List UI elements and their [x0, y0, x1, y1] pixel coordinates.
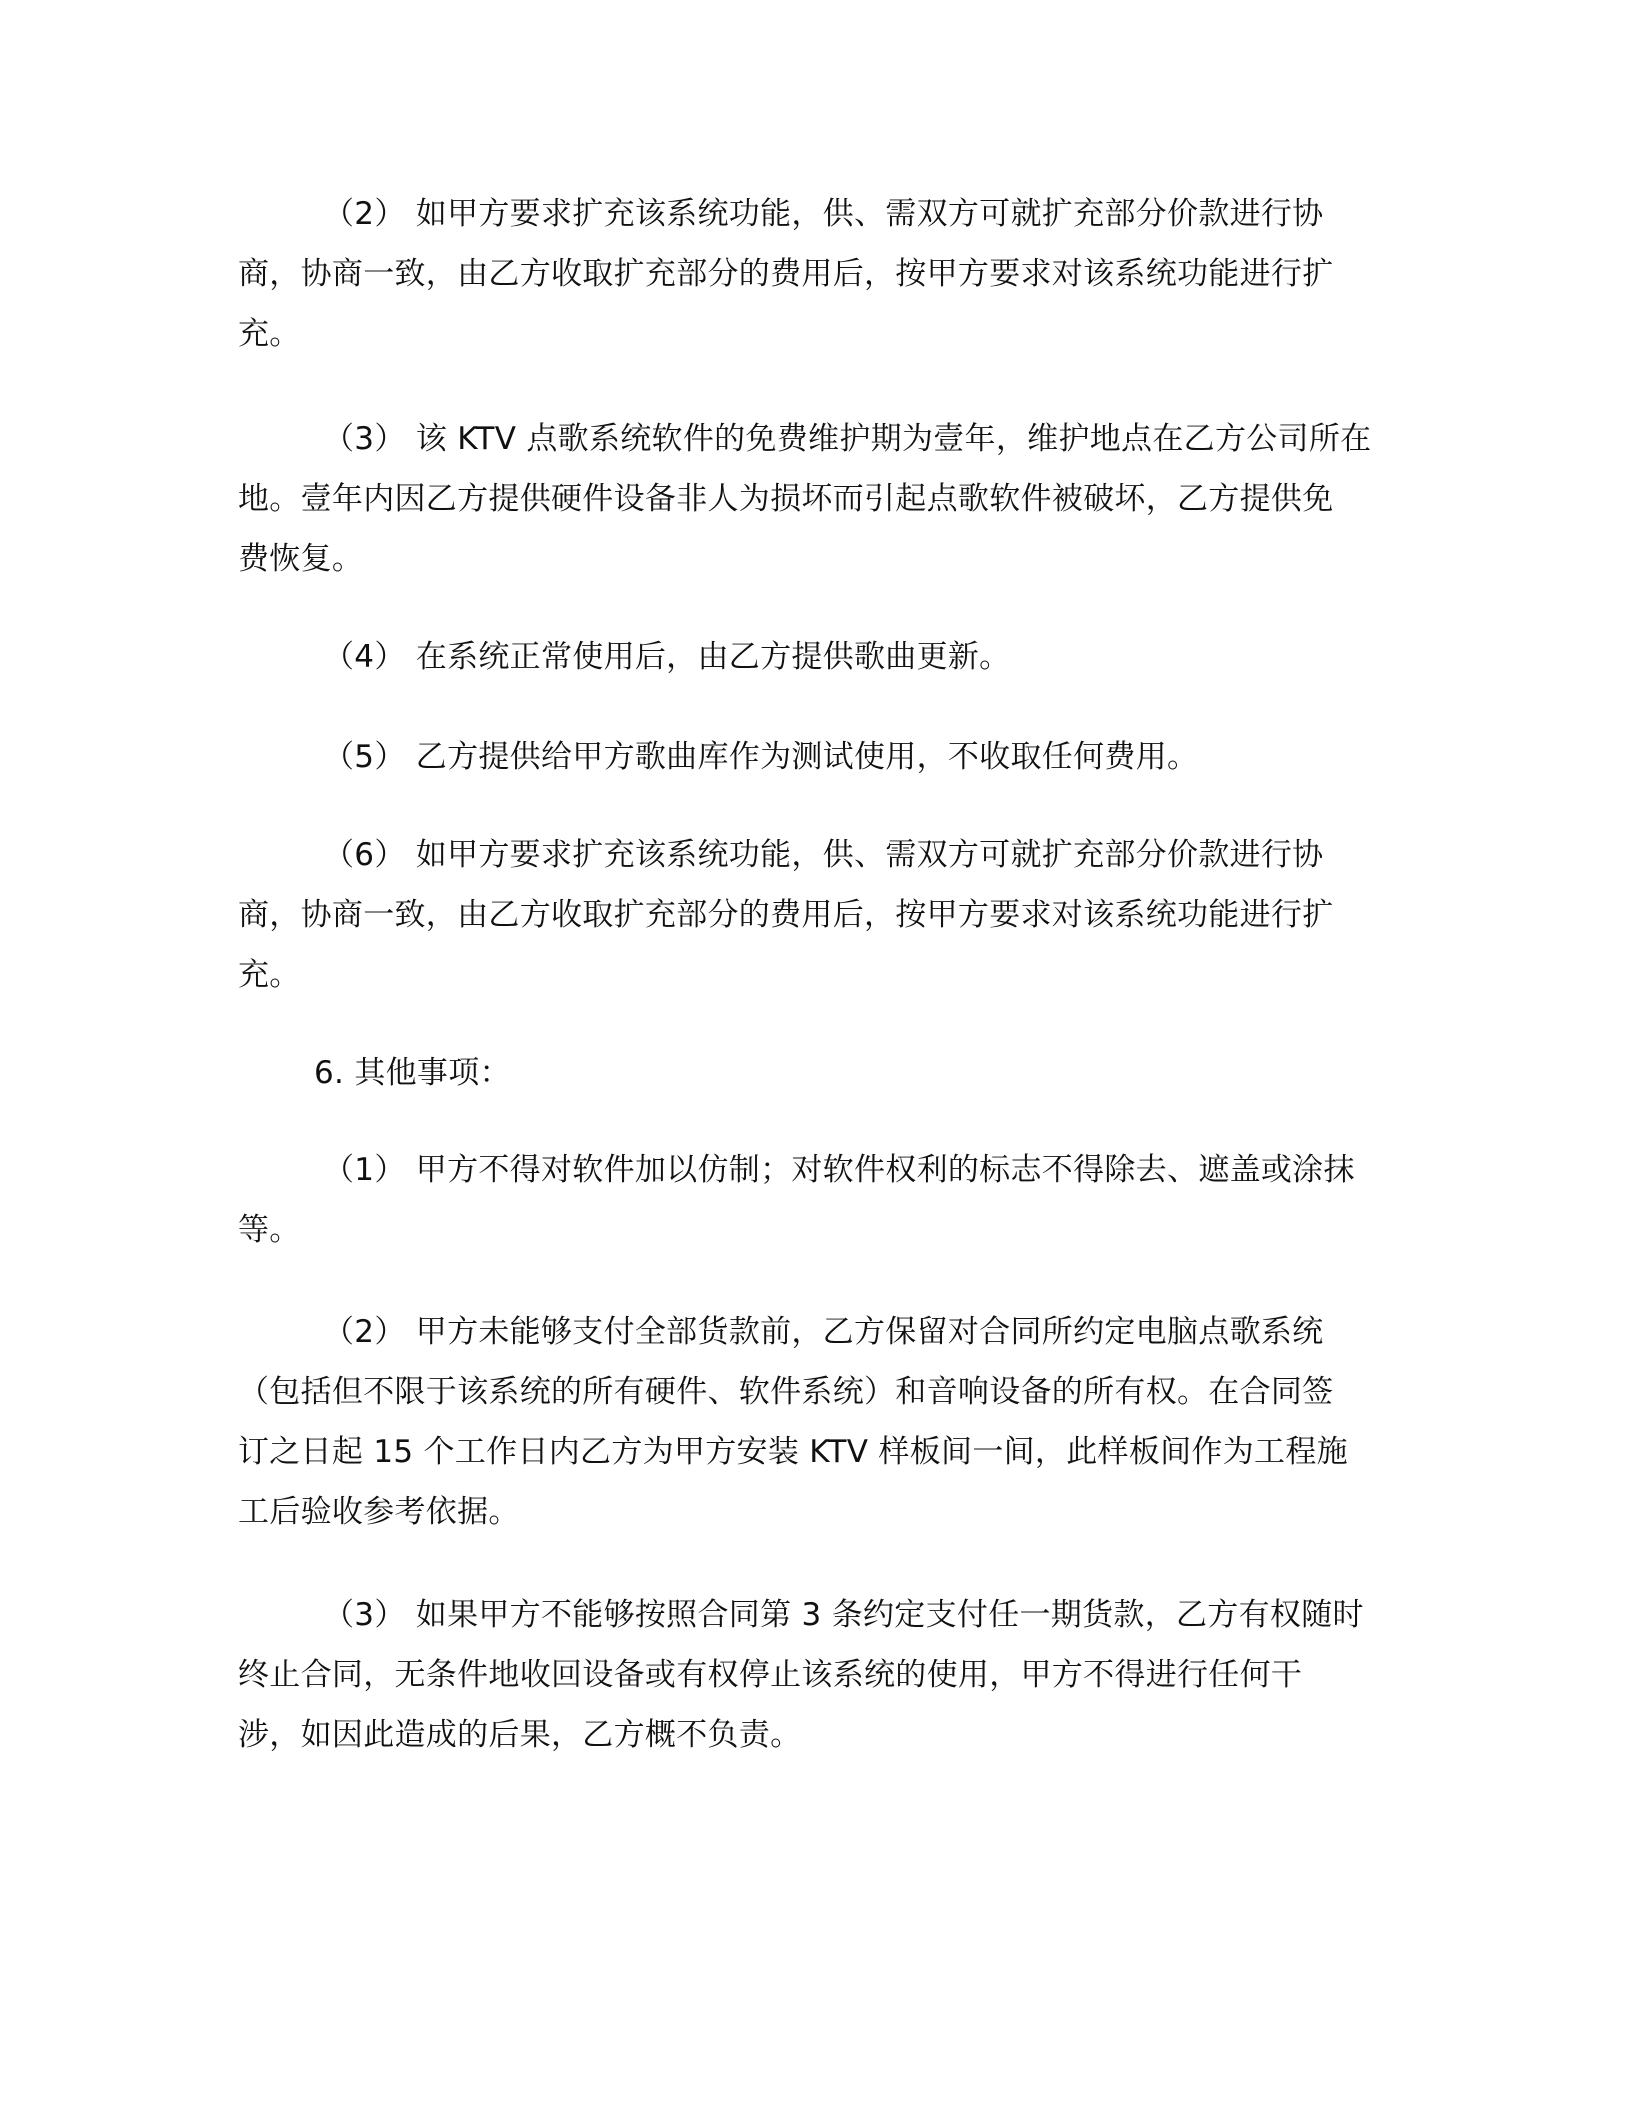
- text-line: 等。: [238, 1212, 301, 1248]
- paragraph-other-2: [238, 1302, 1368, 1542]
- text-line: （2） 甲方未能够支付全部货款前，乙方保留对合同所约定电脑点歌系统: [323, 1314, 1324, 1350]
- text-line: 费恢复。: [238, 541, 364, 577]
- text-line: （4） 在系统正常使用后，由乙方提供歌曲更新。: [323, 639, 1011, 675]
- text-line: （1） 甲方不得对软件加以仿制；对软件权利的标志不得除去、遮盖或涂抹: [323, 1152, 1355, 1188]
- text-line: 涉，如因此造成的后果，乙方概不负责。: [238, 1717, 802, 1753]
- text-line: 充。: [238, 316, 301, 352]
- text-line: 商，协商一致，由乙方收取扩充部分的费用后，按甲方要求对该系统功能进行扩: [238, 256, 1334, 292]
- text-line: （3） 该 KTV 点歌系统软件的免费维护期为壹年，维护地点在乙方公司所在: [323, 421, 1372, 457]
- text-line: （包括但不限于该系统的所有硬件、软件系统）和音响设备的所有权。在合同签: [238, 1374, 1334, 1410]
- text-line: （3） 如果甲方不能够按照合同第 3 条约定支付任一期货款，乙方有权随时: [323, 1597, 1364, 1633]
- text-line: （6） 如甲方要求扩充该系统功能，供、需双方可就扩充部分价款进行协: [323, 837, 1324, 873]
- text-line: （2） 如甲方要求扩充该系统功能，供、需双方可就扩充部分价款进行协: [323, 196, 1324, 232]
- text-line: 工后验收参考依据。: [238, 1494, 520, 1530]
- text-line: 地。壹年内因乙方提供硬件设备非人为损坏而引起点歌软件被破坏，乙方提供免: [238, 481, 1334, 517]
- paragraph-other-1: [238, 1140, 1368, 1260]
- paragraph-expansion-6: [238, 825, 1368, 1005]
- text-line: （5） 乙方提供给甲方歌曲库作为测试使用，不收取任何费用。: [323, 739, 1199, 775]
- section-heading-other-matters: [238, 1043, 1368, 1103]
- section-title: 6. 其他事项：: [314, 1055, 511, 1091]
- paragraph-other-3: [238, 1585, 1368, 1765]
- text-line: 商，协商一致，由乙方收取扩充部分的费用后，按甲方要求对该系统功能进行扩: [238, 897, 1334, 933]
- text-line: 充。: [238, 957, 301, 993]
- text-line: 订之日起 15 个工作日内乙方为甲方安装 KTV 样板间一间，此样板间作为工程施: [238, 1434, 1348, 1470]
- text-line: 终止合同，无条件地收回设备或有权停止该系统的使用，甲方不得进行任何干: [238, 1657, 1303, 1693]
- paragraph-maintenance-3: [238, 409, 1372, 589]
- paragraph-song-update-4: [238, 627, 1368, 687]
- paragraph-song-library-5: [238, 727, 1368, 787]
- paragraph-expansion-2: [238, 184, 1368, 364]
